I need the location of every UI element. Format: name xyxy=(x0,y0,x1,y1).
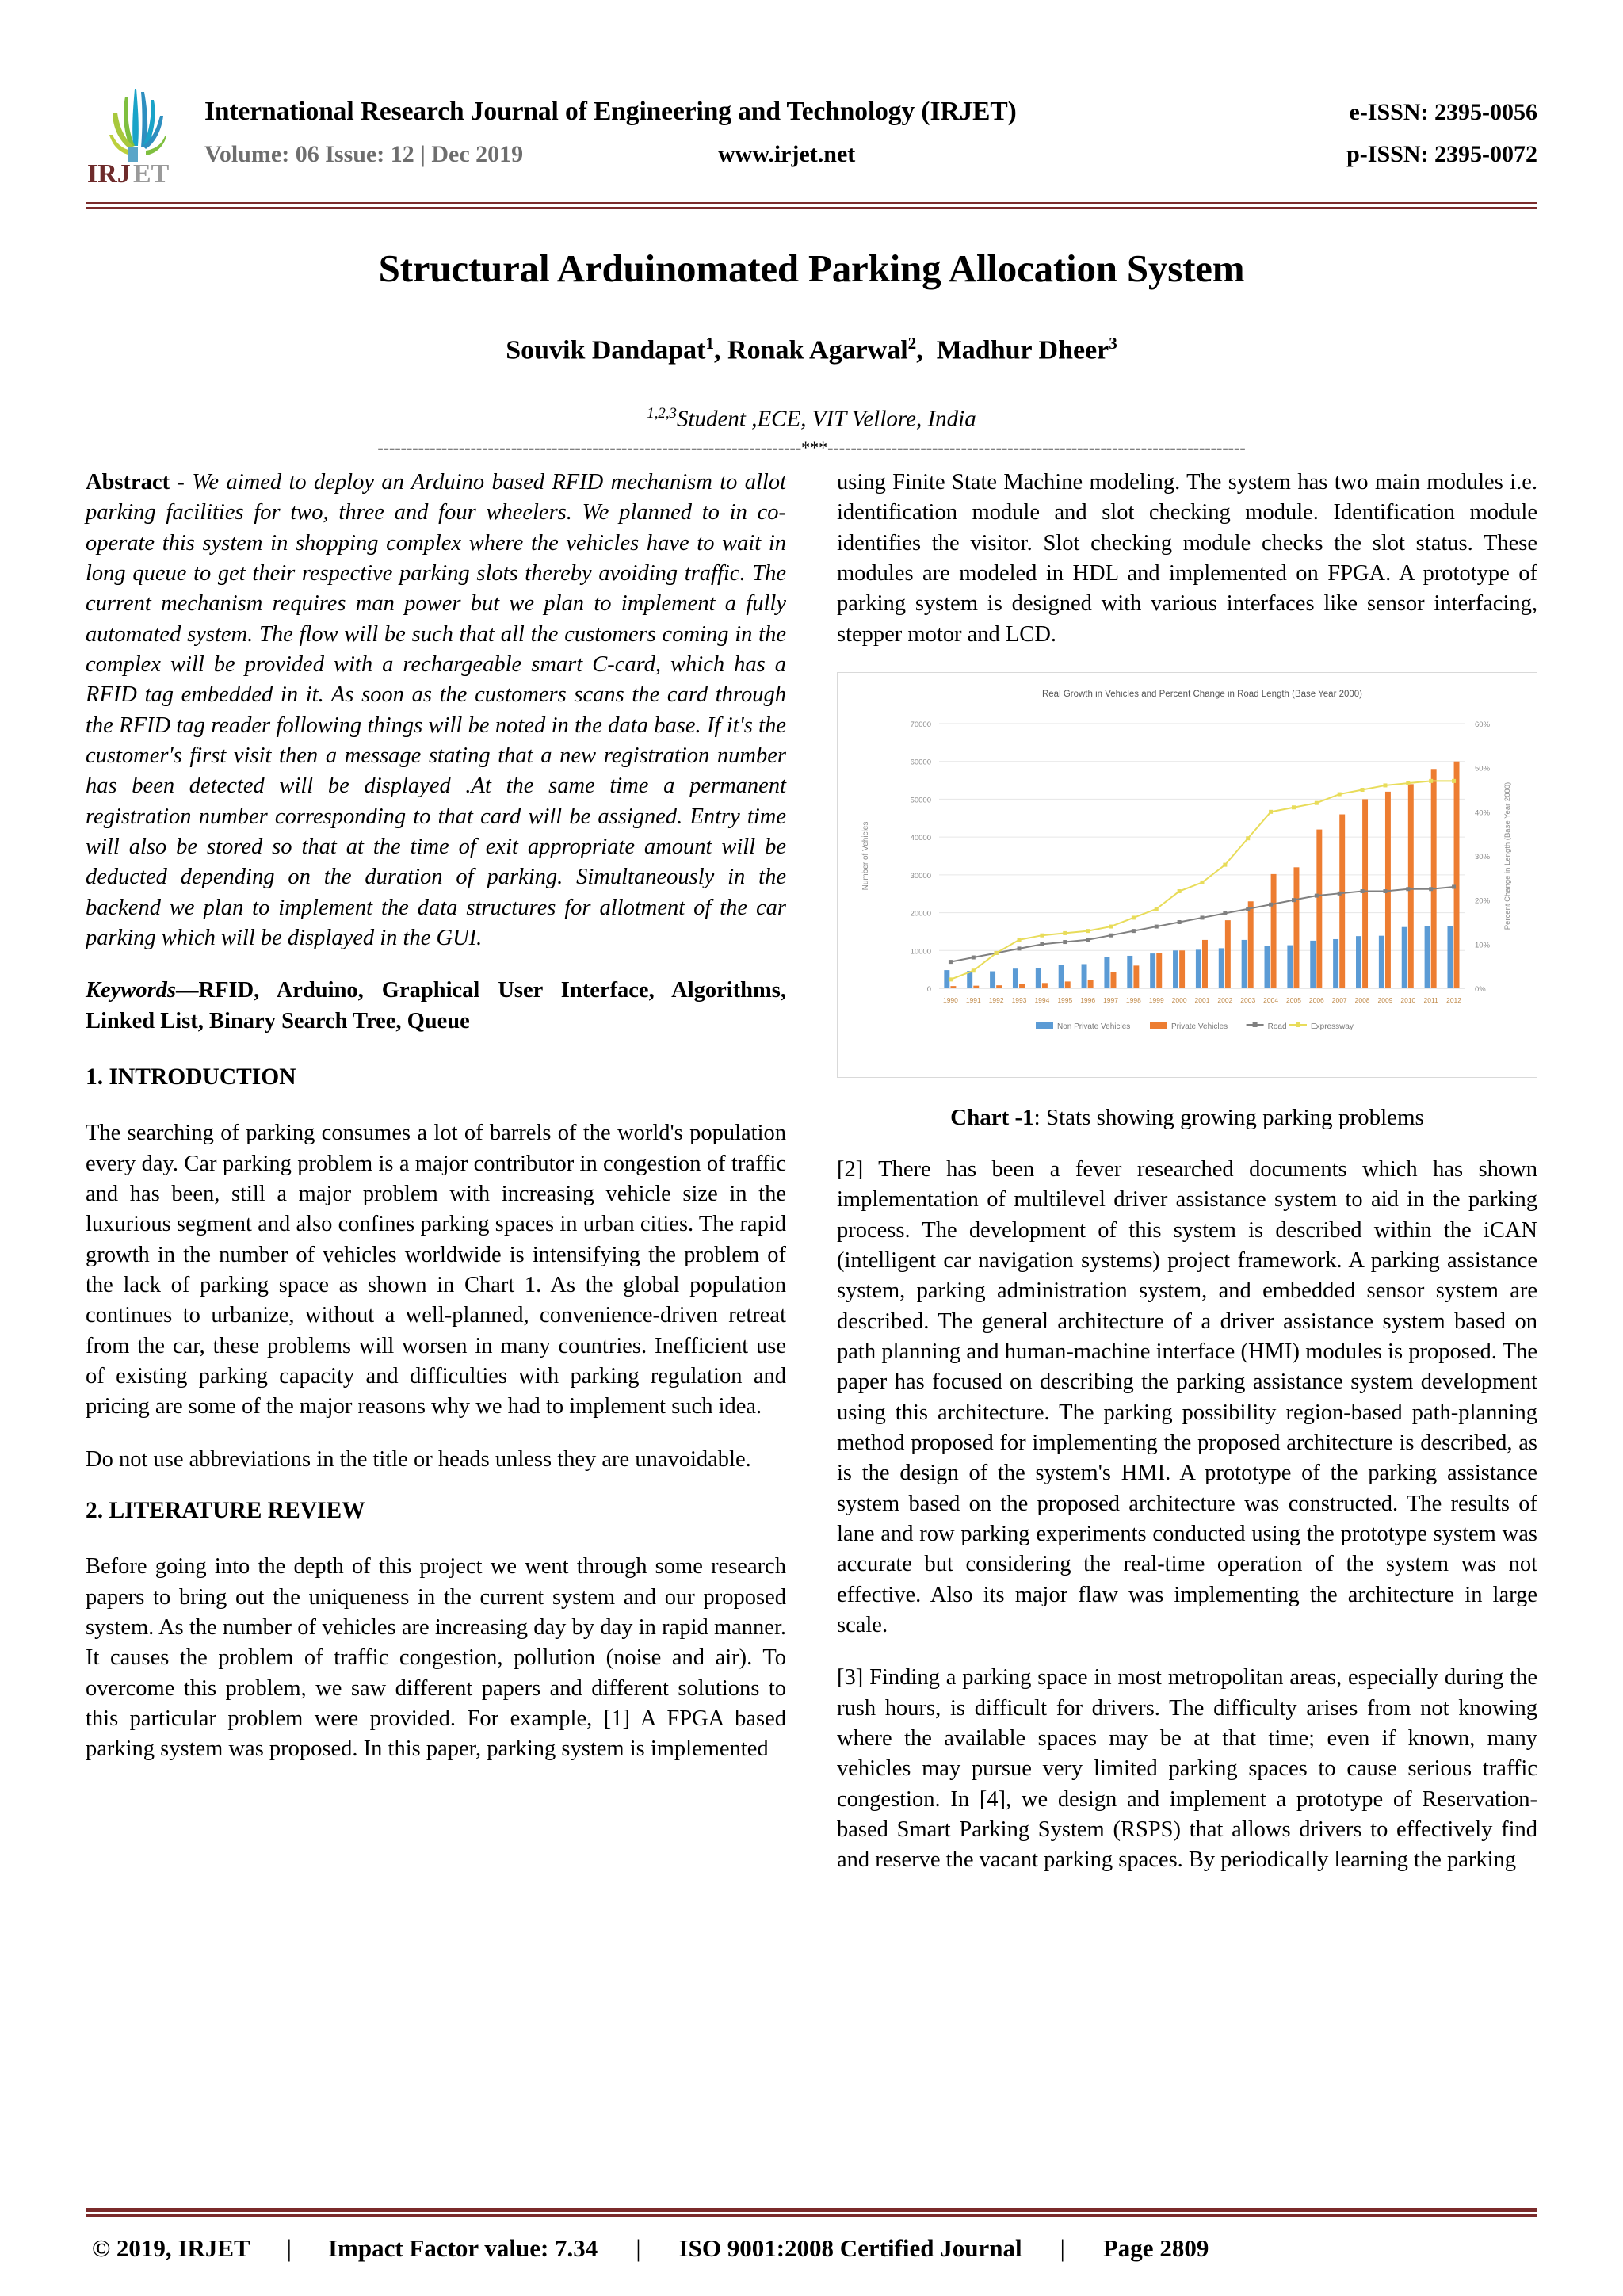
svg-text:2010: 2010 xyxy=(1400,995,1416,1004)
svg-text:1999: 1999 xyxy=(1148,995,1164,1004)
intro-paragraph-2: Do not use abbreviations in the title or heads unless they are unavoidable. xyxy=(86,1446,751,1472)
author-affiliation-marker-3: 3 xyxy=(1109,334,1117,353)
svg-text:2006: 2006 xyxy=(1308,995,1324,1004)
svg-text:Private Vehicles: Private Vehicles xyxy=(1171,1022,1228,1031)
svg-text:40000: 40000 xyxy=(910,834,931,843)
svg-text:Percent Change in Length (Bas: Percent Change in Length (Base Year 2000) xyxy=(1503,781,1512,930)
svg-text:10000: 10000 xyxy=(910,947,931,957)
page-title: Structural Arduinomated Parking Allocation System xyxy=(378,246,1245,290)
chart-1-image xyxy=(837,672,1537,1078)
svg-text:ET: ET xyxy=(133,159,170,187)
svg-text:1993: 1993 xyxy=(1011,995,1027,1004)
footer-content xyxy=(86,2234,1537,2263)
chart-figure xyxy=(837,672,1537,1131)
svg-text:1997: 1997 xyxy=(1103,995,1118,1004)
section-heading-introduction: 1. INTRODUCTION xyxy=(86,1064,296,1090)
svg-text:50%: 50% xyxy=(1475,764,1491,774)
svg-text:1995: 1995 xyxy=(1057,995,1073,1004)
header-divider xyxy=(86,202,1537,209)
svg-text:2000: 2000 xyxy=(1171,995,1187,1004)
svg-text:2004: 2004 xyxy=(1263,995,1279,1004)
author-affiliation-marker-2: 2 xyxy=(907,334,917,353)
chart-caption-text: : Stats showing growing parking problems xyxy=(1033,1104,1424,1130)
footer-separator-3: | xyxy=(1060,2234,1065,2262)
svg-text:2003: 2003 xyxy=(1240,995,1256,1004)
svg-text:2011: 2011 xyxy=(1423,995,1438,1004)
affiliation-text: Student ,ECE, VIT Vellore, India xyxy=(676,406,976,432)
continuation-paragraph: using Finite State Machine modeling. The system has two main modules i.e. identification module and slot checking module. Identification module identifies the visitor. Slot checking module checks the slot status. These modules are modeled in HDL and implemented on FPGA. A prototype of parking system is designed with various interfaces like sensor interfacing, stepper motor and LCD. xyxy=(837,469,1537,647)
literature-paragraph-1: Before going into the depth of this project we went through some research papers to bring out the uniqueness in the current system and our proposed system. As the number of vehicles are increasing day by day in rapid manner. It causes the problem of traffic congestion, pollution (noise and air). To overcome this problem, we saw different papers and different solutions to this particular problem were provided. For example, [1] A FPGA based parking system was proposed. In this paper, parking system is implemented xyxy=(86,1554,786,1762)
svg-text:2007: 2007 xyxy=(1331,995,1347,1004)
footer-divider xyxy=(86,2208,1537,2217)
author-name-2: Ronak Agarwal xyxy=(727,335,908,365)
author-name-1: Souvik Dandapat xyxy=(506,335,706,365)
svg-text:1998: 1998 xyxy=(1125,995,1141,1004)
irjet-logo xyxy=(86,86,190,187)
abstract-paragraph xyxy=(86,468,786,953)
svg-text:Non Private Vehicles: Non Private Vehicles xyxy=(1057,1022,1131,1031)
author-affiliation xyxy=(86,405,1537,433)
irjet-logo-icon xyxy=(86,86,190,187)
chart-caption xyxy=(837,1105,1537,1131)
svg-text:IRJ: IRJ xyxy=(87,159,131,187)
svg-text:60000: 60000 xyxy=(910,758,931,767)
page-header xyxy=(86,0,1537,187)
svg-text:10%: 10% xyxy=(1475,941,1491,950)
svg-text:1991: 1991 xyxy=(965,995,981,1004)
e-issn: e-ISSN: 2395-0056 xyxy=(1349,99,1537,125)
footer-impact-factor: Impact Factor value: 7.34 xyxy=(327,2234,598,2262)
footer-iso: ISO 9001:2008 Certified Journal xyxy=(678,2234,1022,2262)
footer-separator-2: | xyxy=(636,2234,641,2262)
svg-text:0: 0 xyxy=(926,984,931,994)
title-separator: -------------------------------------------------------------------------***------------------------------------------------------------------------ xyxy=(377,438,1246,457)
left-column xyxy=(86,468,786,1898)
svg-text:2002: 2002 xyxy=(1217,995,1233,1004)
abstract-text: We aimed to deploy an Arduino based RFID mechanism to allot parking facilities for two, three and four wheelers. We planned to in co-operate this system in shopping complex where the vehicles have to wait in long queue to get their respective parking slots thereby avoiding traffic. The current mechanism requires man power but we plan to implement a fully automated system. The flow will be such that all the customers coming in the complex will be provided with a rechargeable smart C-card, which has a RFID tag embedded in it. As soon as the customers scans the card through the RFID tag reader following things will be noted in the data base. If it's the customer's first visit then a message stating that a new registration number has been detected will be displayed .At the same time a permanent registration number corresponding to that card will be assigned. Entry time will also be stored so that at the time of exit appropriate amount will be deducted depending on the duration of parking. Simultaneously in the backend we plan to implement the data structures for allotment of the car parking which will be displayed in the GUI. xyxy=(86,469,787,950)
svg-text:0%: 0% xyxy=(1475,984,1486,994)
reference-paragraph-3: [3] Finding a parking space in most metropolitan areas, especially during the rush hours, is difficult for drivers. The difficulty arises from not knowing where the available spaces may be at that time; even if known, many vehicles may pursue very limited parking spaces to cause serious traffic congestion. In [4], we design and implement a prototype of Reservation-based Smart Parking System (RSPS) that allows drivers to effectively find and reserve the vacant parking spaces. By periodically learning the parking xyxy=(837,1665,1537,1873)
svg-text:1996: 1996 xyxy=(1080,995,1096,1004)
two-column-body xyxy=(86,468,1537,1898)
svg-text:2012: 2012 xyxy=(1446,995,1462,1004)
svg-text:20%: 20% xyxy=(1475,896,1491,906)
chart-1-svg xyxy=(838,673,1537,1077)
right-column xyxy=(837,468,1537,1898)
svg-text:20000: 20000 xyxy=(910,909,931,919)
footer-page-number: Page 2809 xyxy=(1102,2234,1209,2262)
reference-paragraph-2: [2] There has been a fever researched documents which has shown implementation of multilevel driver assistance system to aid in the parking process. The development of this system is described within the iCAN (intelligent car navigation systems) project framework. A parking assistance system, parking administration system, and embedded sensor system are described. The general architecture of a driver assistance system based on path planning and human-machine interface (HMI) modules is proposed. The paper has focused on describing the parking assistance system development using this architecture. The parking possibility region-based path-planning method proposed for implementing the proposed architecture is described, as is the design of the system's HMI. A prototype of the parking assistance system based on the proposed architecture was constructed. The results of lane and row parking experiments conducted using the prototype system was accurate but considering the real-time operation of the system was not effective. Also its major flaw was implementing the architecture in large scale. xyxy=(837,1156,1537,1637)
journal-title: International Research Journal of Engineering and Technology (IRJET) xyxy=(204,97,1017,126)
svg-text:Number of Vehicles: Number of Vehicles xyxy=(861,821,870,891)
svg-text:2009: 2009 xyxy=(1377,995,1393,1004)
svg-text:1992: 1992 xyxy=(988,995,1004,1004)
keywords-paragraph xyxy=(86,976,786,1037)
chart-caption-label: Chart -1 xyxy=(950,1104,1034,1130)
author-affiliation-marker-1: 1 xyxy=(705,334,715,353)
svg-text:70000: 70000 xyxy=(910,720,931,729)
abstract-label: Abstract - xyxy=(86,469,193,495)
svg-text:60%: 60% xyxy=(1475,720,1491,729)
svg-text:1990: 1990 xyxy=(942,995,958,1004)
svg-text:30000: 30000 xyxy=(910,871,931,881)
author-name-3: Madhur Dheer xyxy=(936,335,1109,365)
svg-text:1994: 1994 xyxy=(1034,995,1050,1004)
footer-separator-1: | xyxy=(286,2234,292,2262)
svg-text:Real Growth in Vehicles and Pe: Real Growth in Vehicles and Percent Change in Road Length (Base Year 2000) xyxy=(1041,689,1363,699)
keywords-label: Keywords xyxy=(86,978,176,1003)
svg-text:Expressway: Expressway xyxy=(1311,1022,1354,1031)
volume-issue: Volume: 06 Issue: 12 | Dec 2019 xyxy=(204,141,524,167)
affiliation-marker: 1,2,3 xyxy=(647,405,677,422)
footer-copyright: © 2019, IRJET xyxy=(92,2234,250,2262)
journal-website[interactable]: www.irjet.net xyxy=(718,141,856,167)
svg-text:Road: Road xyxy=(1267,1022,1287,1031)
section-heading-literature-review: 2. LITERATURE REVIEW xyxy=(86,1497,365,1523)
svg-text:2008: 2008 xyxy=(1354,995,1370,1004)
svg-text:40%: 40% xyxy=(1475,808,1491,818)
svg-text:50000: 50000 xyxy=(910,796,931,805)
page-footer xyxy=(86,2208,1537,2263)
p-issn: p-ISSN: 2395-0072 xyxy=(1346,141,1537,167)
svg-text:2001: 2001 xyxy=(1194,995,1210,1004)
svg-text:30%: 30% xyxy=(1475,852,1491,861)
svg-text:2005: 2005 xyxy=(1286,995,1301,1004)
intro-paragraph-1: The searching of parking consumes a lot of barrels of the world's population every day. Car parking problem is a major contributor in congestion of traffic and has been, still a major problem with increasing vehicle size in the luxurious segment and also confines parking spaces in urban cities. The rapid growth in the number of vehicles worldwide is intensifying the problem of the lack of parking space as shown in Chart 1. As the global population continues to urbanize, without a well-planned, convenience-driven retreat from the car, these problems will worsen in many countries. Inefficient use of existing parking capacity and difficulties with parking regulation and pricing are some of the major reasons why we had to implement such idea. xyxy=(86,1121,786,1419)
author-list: Souvik Dandapat$^1$, Ronak Agarwal$^2$, Madhur Dheer$^3$ xyxy=(506,334,1117,365)
keywords-text: —RFID, Arduino, Graphical User Interface, Algorithms, Linked List, Binary Search Tree, Queue xyxy=(86,978,786,1033)
